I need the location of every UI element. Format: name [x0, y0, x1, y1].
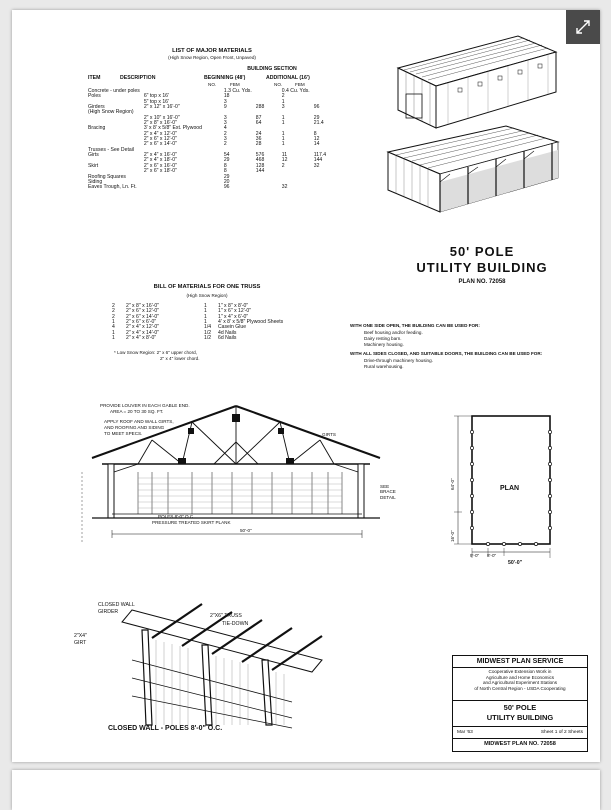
- truss-cell-c: 1: [204, 313, 207, 320]
- materials-cell-item: Poles: [88, 93, 101, 100]
- materials-cell-item: Skirt: [88, 162, 99, 169]
- truss-cell-c: 1: [204, 319, 207, 326]
- col-additional: ADDITIONAL (16'): [266, 75, 310, 81]
- uses-open-item-3: Machinery housing.: [364, 342, 404, 347]
- materials-cell-desc: [142, 185, 222, 190]
- materials-cell-item: Trusses - See Detail: [88, 146, 134, 153]
- truss-cell-c: 1/2: [204, 329, 212, 336]
- title-block-coop-2: Agriculture and Home Economics: [485, 674, 555, 680]
- materials-cell-desc: 2" x 6" x 12'-0": [143, 136, 177, 143]
- plan-title-line1: 50' POLE: [449, 244, 515, 259]
- materials-cell-n1: 2: [223, 141, 227, 148]
- truss-cell-d: 4' x 8' x 5/8" Plywood Sheets: [218, 319, 284, 326]
- label-poles: POLES 8'-0" O.C.: [158, 514, 195, 519]
- uses-open-heading: WITH ONE SIDE OPEN, THE BUILDING CAN BE USED FOR:: [350, 323, 480, 328]
- materials-cell-n1: 3: [223, 120, 227, 127]
- col-item: ITEM: [88, 75, 101, 81]
- materials-cell-f1: [254, 185, 280, 190]
- uses-open-item-2: Dairy resting barn.: [364, 336, 402, 341]
- materials-cell-n1: 3: [223, 136, 227, 143]
- label-apply-2: AND ROOFING AND SIDING: [104, 425, 165, 430]
- materials-cell-n1: 1.3 Cu. Yds.: [223, 88, 252, 94]
- truss-cell-d: 1" x 8" x 8'-0": [218, 303, 249, 309]
- label-girts: GIRTS: [322, 432, 336, 437]
- materials-cell-f2: 21.4: [313, 120, 324, 127]
- label-skirt: PRESSURE TREATED SKIRT PLANK: [152, 520, 231, 525]
- plan-title-line2: UTILITY BUILDING: [416, 260, 548, 275]
- label-tiedown: TIE-DOWN: [222, 621, 249, 627]
- truss-cell-b: 2" x 6" x 6'-0": [126, 319, 157, 326]
- label-girt-size: 2"X4": [74, 633, 87, 639]
- truss-note-1: * Low Snow Region: 2" x 6" upper chord,: [114, 350, 197, 355]
- materials-cell-n1: 8: [223, 168, 227, 175]
- truss-cell-c: 1/4: [204, 324, 212, 331]
- truss-cell-b: 2" x 4" x 14'-0": [126, 329, 160, 336]
- materials-cell-desc: 5" top x 16': [143, 98, 169, 105]
- label-louver-area: AREA = 20 TO 30 SQ. FT.: [110, 409, 164, 414]
- label-girder: GIRDER: [98, 609, 119, 615]
- col-description: DESCRIPTION: [120, 75, 156, 81]
- closed-wall-caption: CLOSED WALL - POLES 8'-0" O.C.: [108, 725, 223, 732]
- materials-cell-f2: 32: [313, 162, 320, 169]
- materials-row: [86, 185, 336, 190]
- materials-cell-f1: 144: [255, 168, 265, 175]
- uses-closed-heading: WITH ALL SIDES CLOSED, AND SUITABLE DOORS, THE BUILDING CAN BE USED FOR:: [350, 351, 543, 356]
- materials-cell-n1: 96: [223, 184, 230, 191]
- truss-cell-c: 1/2: [204, 335, 212, 342]
- drawing-sheet: [12, 10, 600, 762]
- plan-bay-2: 8'-0": [487, 553, 497, 558]
- materials-cell-f2: 8: [313, 130, 317, 137]
- plan-dim-length: 64'-0": [450, 478, 455, 490]
- truss-cell-b: 2" x 4" x 12'-0": [126, 324, 160, 331]
- label-section-width: 50'-0": [240, 528, 252, 533]
- title-block-coop-1: Cooperative Extension Work in: [488, 669, 552, 674]
- materials-cell-n2: 12: [281, 157, 288, 164]
- label-louver: PROVIDE LOUVER IN EACH GABLE END.: [100, 403, 190, 408]
- materials-cell-n1: 8: [223, 162, 227, 169]
- plan-label: PLAN: [500, 485, 520, 492]
- title-block-org: MIDWEST PLAN SERVICE: [453, 656, 587, 668]
- title-block-plan-no: MIDWEST PLAN NO. 72058: [484, 741, 556, 747]
- truss-cell-c: 1: [204, 303, 207, 309]
- col-no-2: NO.: [274, 82, 283, 87]
- materials-cell-n2: 1: [281, 114, 285, 121]
- truss-cell-d: Casein Glue: [218, 324, 247, 331]
- truss-bill-table: [110, 304, 310, 341]
- expand-icon: [576, 20, 590, 34]
- materials-cell-item: Roofing Squares: [88, 173, 126, 180]
- materials-cell-f1: 468: [255, 157, 265, 164]
- materials-cell-desc: 2" x 4" x 12'-0": [143, 130, 177, 137]
- truss-cell-d: 4d Nails: [218, 329, 237, 336]
- title-block-name: [453, 701, 587, 727]
- truss-cell-d: 6d Nails: [218, 335, 237, 342]
- materials-cell-f1: 28: [255, 141, 262, 148]
- materials-cell-n2: 32: [281, 184, 288, 191]
- materials-cell-n2: 2: [281, 93, 285, 100]
- truss-bill-subtitle: (High Snow Region): [186, 293, 228, 298]
- truss-cell-a: 2: [112, 313, 115, 320]
- truss-cell-b: 2" x 6" x 14'-0": [126, 313, 160, 320]
- uses-closed-item-2: Rural warehousing.: [364, 364, 404, 369]
- materials-cell-n1: 18: [223, 93, 230, 100]
- truss-cell-b: 2" x 8" x 16'-0": [126, 303, 160, 309]
- plan-bay-1: 9'-0": [470, 553, 480, 558]
- materials-cell-f2: 14: [313, 141, 320, 148]
- materials-subtitle: (High Snow Region, Open Front, Unpaved): [168, 55, 256, 60]
- truss-cell-a: 1: [112, 329, 115, 336]
- title-block-name-1: 50' POLE: [503, 703, 537, 712]
- title-block-sheet: Sheet 1 of 2 Sheets: [540, 730, 583, 735]
- materials-cell-item: Bracing: [88, 125, 106, 132]
- title-block-name-2: UTILITY BUILDING: [486, 713, 554, 723]
- title-block-coop-4: of North Central Region - USDA Cooperating: [474, 685, 566, 691]
- materials-cell-desc: 6" top x 16': [143, 93, 169, 100]
- truss-cell-a: 1: [112, 319, 115, 326]
- uses-open-item-1: Beef housing and/or feeding.: [364, 330, 423, 335]
- materials-cell-desc: 2" x 4" x 18'-0": [143, 157, 177, 164]
- materials-cell-desc: 2" x 8" x 16'-0": [143, 120, 177, 127]
- plan-width: 50'-0": [508, 560, 523, 566]
- truss-row: [110, 336, 310, 341]
- materials-cell-f1: 24: [255, 130, 262, 137]
- materials-cell-n2: 2: [281, 162, 285, 169]
- materials-cell-f1: 576: [255, 152, 265, 159]
- materials-cell-f1: 36: [255, 136, 262, 143]
- col-fbm-1: FBM: [230, 82, 240, 87]
- materials-cell-f1: 87: [255, 114, 262, 121]
- materials-table: [86, 89, 336, 191]
- label-closed-wall: CLOSED WALL: [98, 602, 135, 608]
- materials-cell-n1: 54: [223, 152, 230, 159]
- materials-cell-n2: 0.4 Cu. Yds.: [281, 88, 310, 94]
- label-truss: 2"X6" TRUSS: [210, 613, 242, 619]
- materials-cell-desc: 2" x 6" x 14'-0": [143, 141, 177, 148]
- title-block-coop-3: and Agricultural Experiment Stations: [482, 680, 558, 685]
- materials-cell-n1: 2: [223, 130, 227, 137]
- materials-cell-f1: 64: [255, 120, 262, 127]
- materials-cell-n2: 11: [281, 152, 288, 159]
- materials-cell-f1: 128: [255, 162, 265, 169]
- materials-cell-n1: 4: [223, 125, 227, 132]
- materials-cell-f2: 96: [313, 104, 320, 111]
- materials-cell-n2: 1: [281, 130, 285, 137]
- materials-cell-item: Eaves Trough, Ln. Ft.: [88, 184, 137, 191]
- col-beginning: BEGINNING (48'): [204, 75, 246, 81]
- truss-cell-a: 1: [112, 335, 115, 342]
- materials-cell-item: (High Snow Region): [88, 109, 134, 116]
- open-building-sketch: [378, 122, 578, 222]
- materials-cell-n2: 1: [281, 120, 285, 127]
- next-sheet-preview: [12, 770, 600, 810]
- col-fbm-2: FBM: [295, 82, 305, 87]
- materials-cell-n1: 3: [223, 114, 227, 121]
- truss-cell-b: 2" x 6" x 12'-0": [126, 308, 160, 315]
- plan-dim-end: 16'-0": [450, 530, 455, 542]
- truss-cell-a: 2: [112, 308, 115, 315]
- materials-cell-f2: 144: [313, 157, 323, 164]
- materials-cell-desc: 3' x 8' x 5/8" Ext. Plywood: [143, 125, 202, 132]
- materials-cell-f1: 288: [255, 104, 265, 111]
- materials-cell-desc: 2" x 12" x 16'-0": [143, 104, 180, 111]
- materials-cell-item: Siding: [88, 178, 103, 185]
- title-block-date: Mar '63: [457, 730, 473, 735]
- materials-title: LIST OF MAJOR MATERIALS: [172, 48, 252, 54]
- materials-cell-f2: 29: [313, 114, 320, 121]
- materials-cell-n2: 1: [281, 98, 285, 105]
- label-apply-3: TO MEET SPECS.: [104, 431, 143, 436]
- materials-cell-item: Girders: [88, 104, 105, 111]
- materials-cell-item: Girts: [88, 152, 99, 159]
- truss-cell-d: 1" x 4" x 6'-0": [218, 313, 249, 320]
- materials-cell-n2: 1: [281, 136, 285, 143]
- materials-cell-item: Concrete - under poles: [88, 88, 140, 94]
- materials-cell-desc: 2" x 6" x 18'-0": [143, 168, 177, 175]
- materials-cell-f2: [312, 185, 336, 190]
- truss-bill-title: BILL OF MATERIALS FOR ONE TRUSS: [153, 284, 261, 290]
- materials-cell-n1: 20: [223, 178, 230, 185]
- materials-cell-n1: 9: [223, 104, 227, 111]
- label-brace-detail: SEE BRACE DETAIL: [380, 484, 396, 500]
- building-section-label: BUILDING SECTION: [247, 66, 297, 72]
- materials-cell-desc: 2" x 6" x 16'-0": [143, 162, 177, 169]
- label-girt: GIRT: [74, 640, 87, 646]
- label-apply-1: APPLY ROOF AND WALL GIRTS,: [104, 419, 174, 424]
- truss-cell-d: 1" x 6" x 12'-0": [218, 308, 252, 315]
- col-no-1: NO.: [208, 82, 217, 87]
- plan-number: PLAN NO. 72058: [458, 279, 506, 285]
- materials-cell-f2: 12: [313, 136, 320, 143]
- truss-cell-c: 1: [204, 308, 207, 315]
- materials-cell-desc: 2" x 10" x 16'-0": [143, 114, 180, 121]
- materials-cell-desc: 2" x 4" x 16'-0": [143, 152, 177, 159]
- materials-cell-n1: 29: [223, 157, 230, 164]
- truss-cell-a: 2: [112, 303, 115, 309]
- materials-cell-f2: 117.4: [313, 152, 327, 159]
- title-block: [452, 655, 588, 752]
- truss-cell-b: 2" x 4" x 8'-0": [126, 335, 157, 342]
- expand-button[interactable]: [566, 10, 600, 44]
- truss-cell-a: 4: [112, 324, 115, 331]
- materials-cell-n1: 29: [223, 173, 230, 180]
- truss-note-2: 2" x 4" lower chord.: [160, 356, 200, 361]
- title-block-date-row: [453, 727, 587, 739]
- materials-cell-n2: 1: [281, 141, 285, 148]
- materials-cell-n2: 3: [281, 104, 285, 111]
- title-block-coop: [453, 668, 587, 701]
- materials-cell-n1: 3: [223, 98, 227, 105]
- uses-closed-item-1: Drive-through machinery housing.: [364, 358, 433, 363]
